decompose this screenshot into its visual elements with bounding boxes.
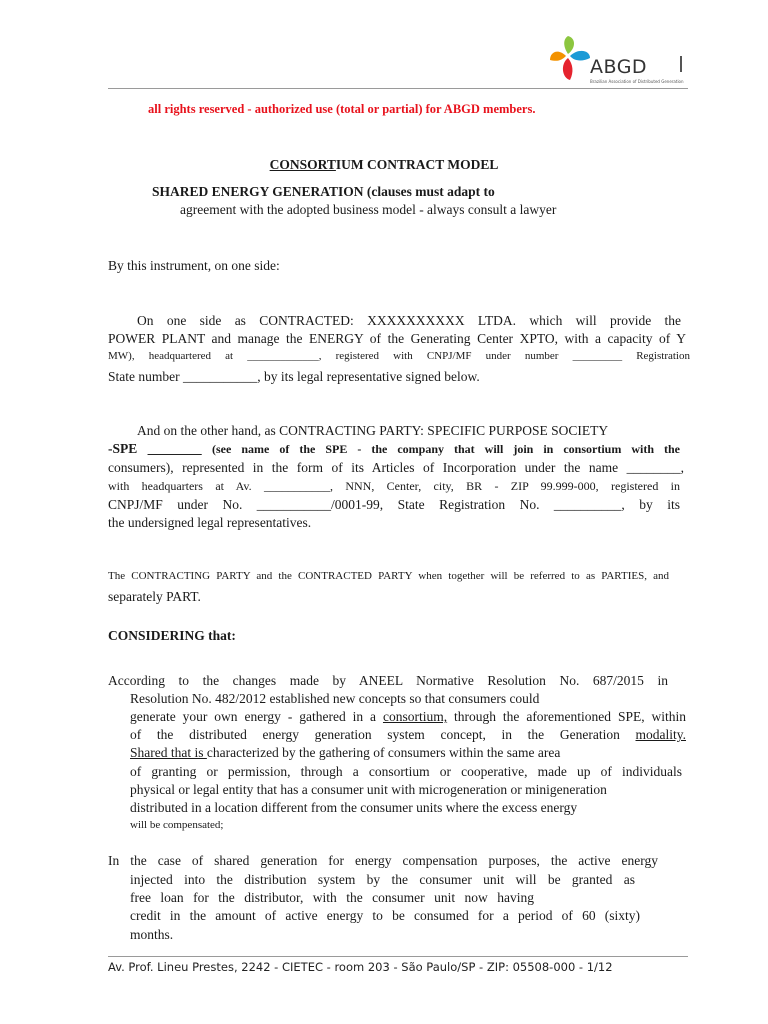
contracting-line-6: the undersigned legal representatives. <box>108 515 312 530</box>
bullet1-line-7: physical or legal entity that has a consumer unit with microgeneration or minigeneration <box>130 782 607 797</box>
bullet2-line-4: credit in the amount of active energy to be consumed for a period of 60 (sixty) <box>130 908 640 923</box>
contracted-line-2: POWER PLANT and manage the ENERGY of the Generating Center XPTO, with a capacity of Y <box>108 331 686 346</box>
header-rule <box>108 88 688 89</box>
modality-underlined: modality. <box>635 727 686 742</box>
abgd-logo-mark-icon <box>548 34 592 82</box>
consortium-underlined: consortium, <box>382 709 448 724</box>
contracting-line-4: with headquarters at Av. ___________, NNN, Center, city, BR - ZIP 99.999-000, registered in <box>108 479 680 493</box>
shared-underlined: Shared that is <box>130 745 207 760</box>
contracted-line-3: MW), headquartered at _____________, registered with CNPJ/MF under number _________ Registration <box>108 350 690 362</box>
bullet1-line-3: generate your own energy - gathered in a consortium, through the aforementioned SPE, within <box>130 709 687 724</box>
logo-divider <box>680 56 682 72</box>
spe-blank: -SPE ________ <box>108 441 213 456</box>
contracting-line-2 <box>108 441 680 457</box>
bullet2-line-1: In the case of shared generation for energy compensation purposes, the active energy <box>108 853 658 868</box>
logo-text: ABGD <box>590 56 648 78</box>
spe-note: (see name of the SPE - the company that will join in consortium with the <box>212 442 680 456</box>
bullet2-line-5: months. <box>130 927 174 942</box>
bullet1-line-8: distributed in a location different from the consumer units where the excess energy <box>130 800 578 815</box>
title-rest: IUM CONTRACT MODEL <box>335 157 499 172</box>
bullet1-line-1: According to the changes made by ANEEL Normative Resolution No. 687/2015 in <box>108 673 668 688</box>
footer-rule <box>108 956 688 957</box>
parties-line-1: The CONTRACTING PARTY and the CONTRACTED PARTY when together will be referred to as PARTIES, and <box>108 570 669 582</box>
bullet2-line-2: injected into the distribution system by the consumer unit will be granted as <box>130 872 635 887</box>
subtitle-line-2: agreement with the adopted business model - always consult a lawyer <box>180 202 557 217</box>
rights-notice: all rights reserved - authorized use (total or partial) for ABGD members. <box>148 102 536 116</box>
contracting-line-3: consumers), represented in the form of its Articles of Incorporation under the name ________, <box>108 460 684 475</box>
considering-heading: CONSIDERING that: <box>108 628 236 643</box>
bullet1-line-6: of granting or permission, through a consortium or cooperative, made up of individuals <box>130 764 682 779</box>
bullet1-line-2: Resolution No. 482/2012 established new concepts so that consumers could <box>130 691 540 706</box>
intro-text: By this instrument, on one side: <box>108 258 280 273</box>
page-footer: Av. Prof. Lineu Prestes, 2242 - CIETEC - room 203 - São Paulo/SP - ZIP: 05508-000 - 1/12 <box>108 960 613 974</box>
subtitle-line-1: SHARED ENERGY GENERATION (clauses must adapt to <box>152 184 495 199</box>
logo-subtitle: Brazilian Association of Distributed Generation <box>590 79 684 84</box>
contracted-line-4: State number ___________, by its legal representative signed below. <box>108 369 480 384</box>
contracting-line-5: CNPJ/MF under No. ___________/0001-99, State Registration No. __________, by its <box>108 497 680 512</box>
bullet1-line-5: Shared that is characterized by the gathering of consumers within the same area <box>130 745 561 760</box>
bullet1-line-9: will be compensated; <box>130 819 224 831</box>
contracting-line-1: And on the other hand, as CONTRACTING PARTY: SPECIFIC PURPOSE SOCIETY <box>137 423 609 438</box>
document-title <box>0 157 768 173</box>
contracted-line-1: On one side as CONTRACTED: XXXXXXXXXX LTDA. which will provide the <box>137 313 681 328</box>
title-underlined: CONSORT <box>269 157 336 172</box>
parties-line-2: separately PART. <box>108 589 201 604</box>
bullet1-line-4: of the distributed energy generation system concept, in the Generation modality. <box>130 727 686 742</box>
bullet2-line-3: free loan for the distributor, with the consumer unit now having <box>130 890 534 905</box>
